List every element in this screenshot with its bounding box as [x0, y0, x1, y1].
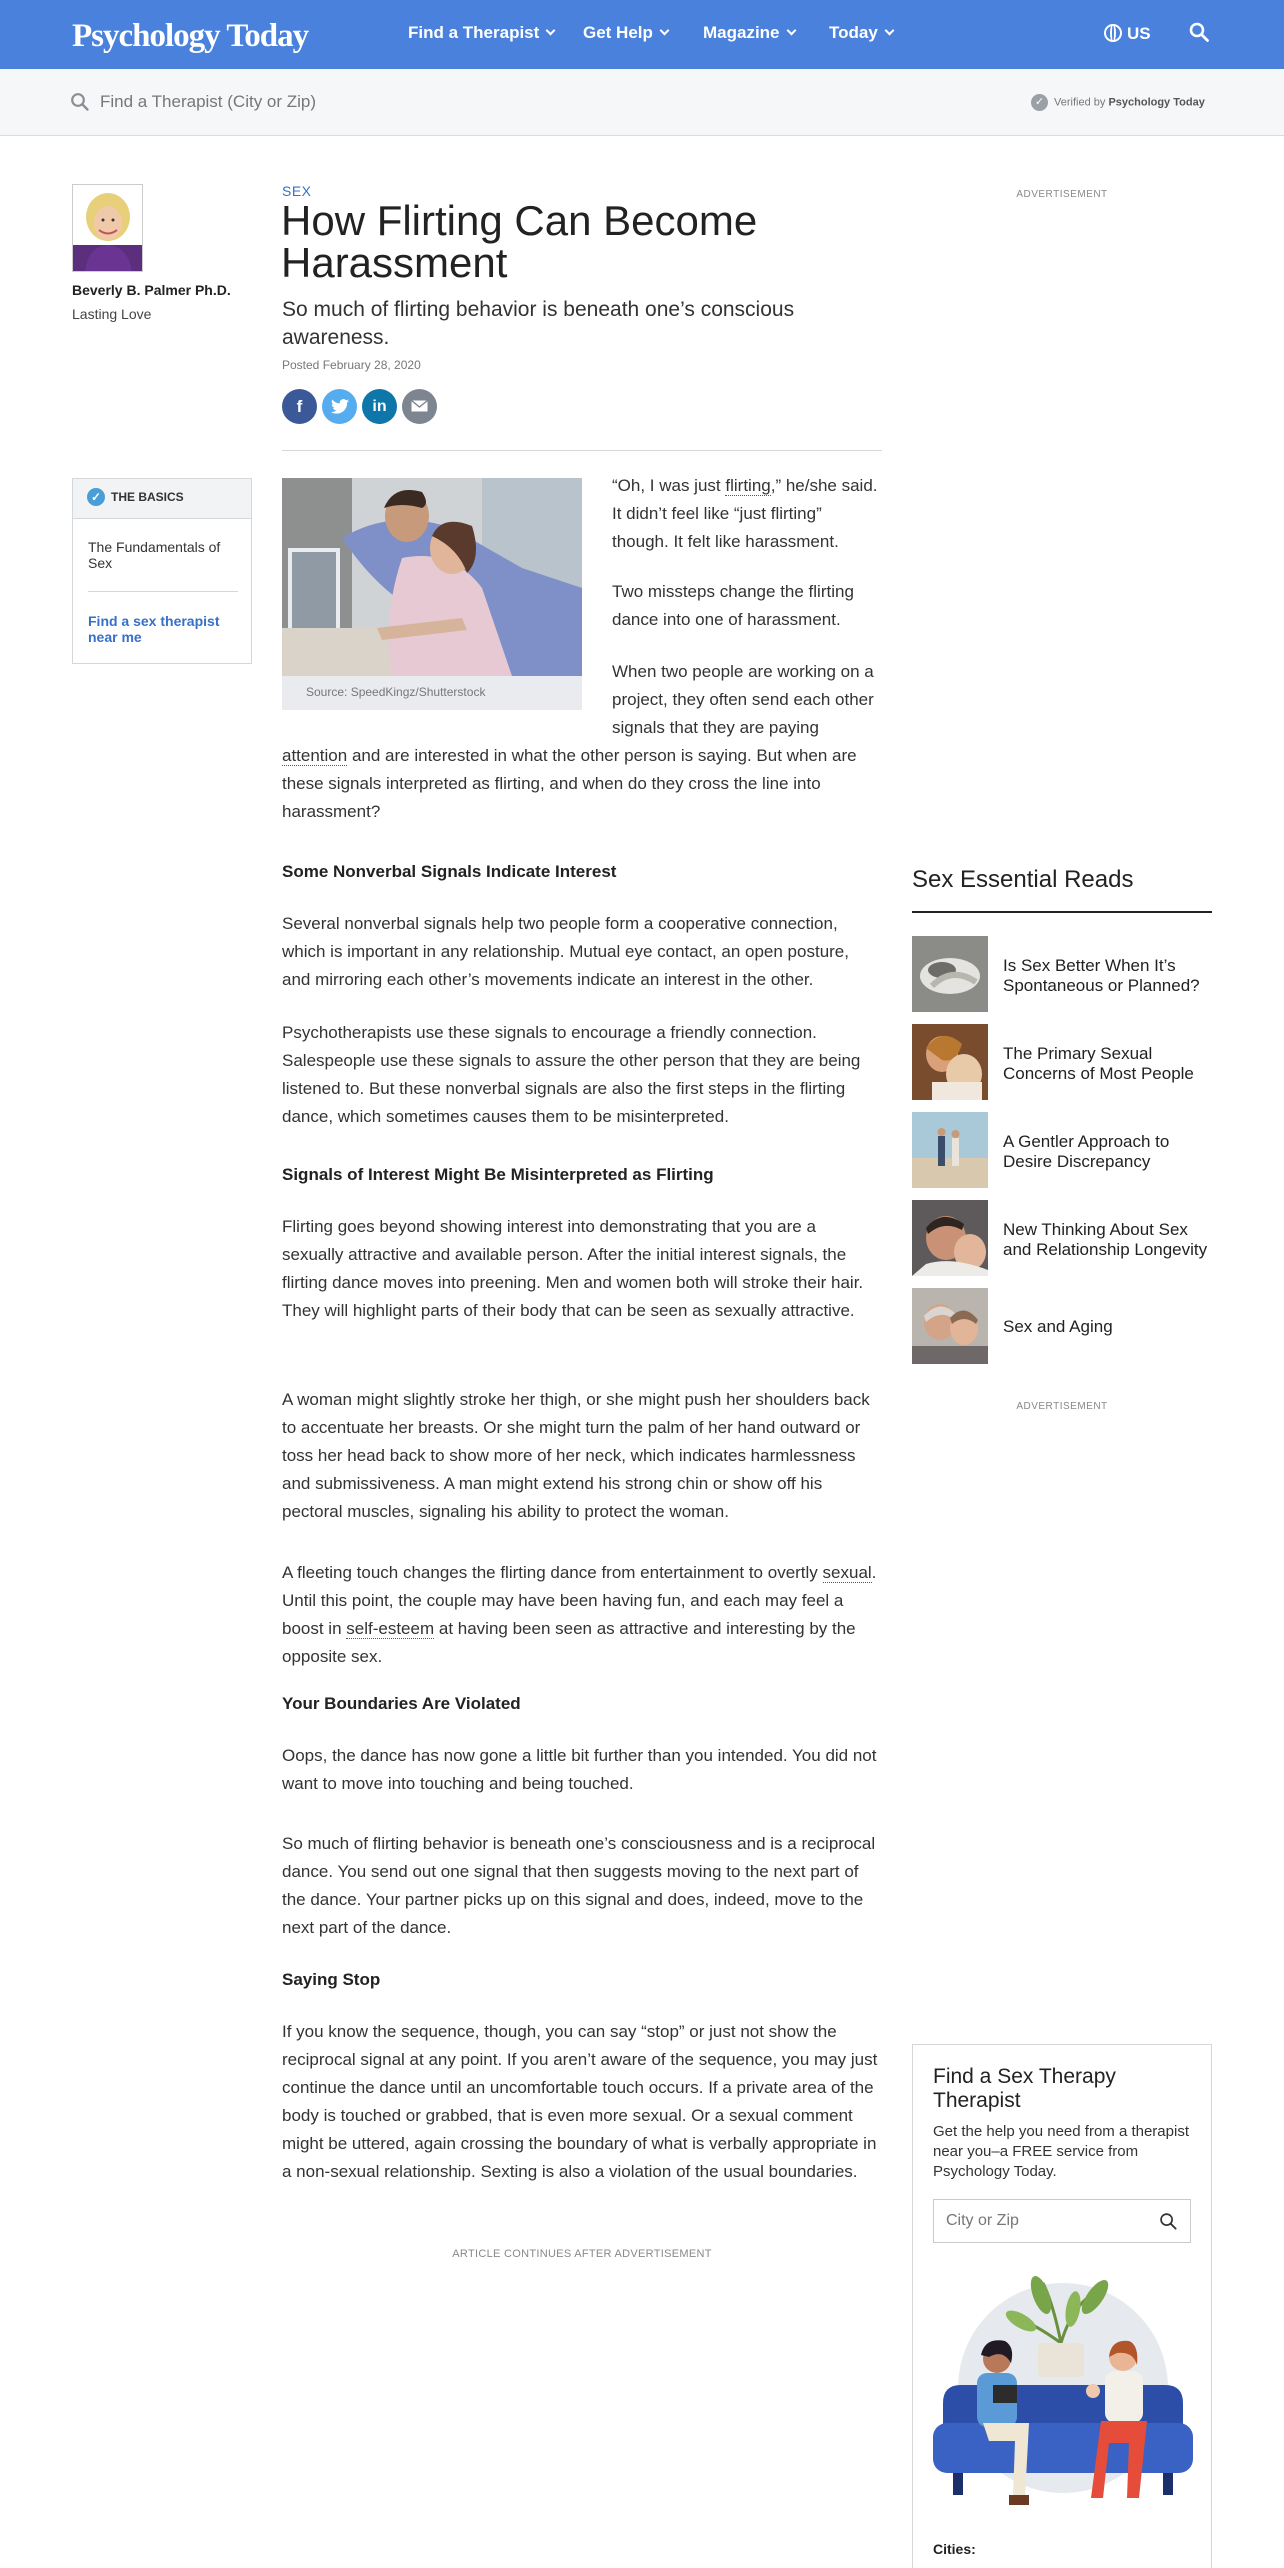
divider	[88, 591, 238, 592]
cities-heading: Cities:	[933, 2541, 976, 2557]
nav-today-label: Today	[829, 23, 878, 42]
paragraph: Flirting goes beyond showing interest into demonstrating that you are a sexually attractive and available person. After the initial interest signals, the flirting dance moves into preening. Men and women both will stroke their hair. They will highlight parts of their body that can be seen as sexually attractive.	[282, 1217, 864, 1320]
linkedin-icon: in	[372, 398, 387, 415]
paragraph-text: at having been seen as attractive and interesting by the opposite sex.	[282, 1619, 856, 1666]
thumbnail	[912, 1200, 988, 1276]
city-zip-input[interactable]	[946, 2210, 1146, 2232]
chevron-down-icon	[659, 26, 669, 36]
thumbnail	[912, 1288, 988, 1364]
paragraph	[282, 742, 882, 826]
thumbnail	[912, 1024, 988, 1100]
search-icon	[70, 92, 90, 112]
posted-date: Posted February 28, 2020	[282, 358, 421, 372]
sexual-link[interactable]: sexual	[822, 1563, 872, 1582]
twitter-share-button[interactable]	[322, 389, 357, 424]
chevron-down-icon	[786, 26, 796, 36]
essential-read-item[interactable]	[912, 1024, 1212, 1100]
essential-read-item[interactable]	[912, 1200, 1212, 1276]
basics-link-fundamentals[interactable]: The Fundamentals of Sex	[88, 539, 221, 571]
chevron-down-icon	[546, 26, 556, 36]
essential-read-title: A Gentler Approach to Desire Discrepancy	[1003, 1132, 1170, 1171]
section-heading: Some Nonverbal Signals Indicate Interest	[282, 862, 617, 881]
logo[interactable]: Psychology Today	[72, 18, 309, 54]
paragraph: Psychotherapists use these signals to encourage a friendly connection. Salespeople use these signals to assure the other person that they are being listened to. But these nonverbal signals are also the first steps in the flirting dance, which sometimes causes them to be misinterpreted.	[282, 1023, 861, 1126]
article-subtitle: So much of flirting behavior is beneath one’s conscious awareness.	[282, 298, 795, 349]
nav-find-therapist-label: Find a Therapist	[408, 23, 540, 42]
facebook-share-button[interactable]	[282, 389, 317, 424]
paragraph: Oops, the dance has now gone a little bit further than you intended. You did not want to move into touching and being touched.	[282, 1746, 877, 1793]
essential-read-item[interactable]	[912, 936, 1212, 1012]
paragraph	[612, 472, 882, 556]
check-circle-icon: ✓	[87, 488, 105, 506]
verified-brand: Psychology Today	[1108, 96, 1205, 109]
essential-read-title: New Thinking About Sex and Relationship Longevity	[1003, 1220, 1208, 1259]
paragraph-text: ,” he/she said. It didn’t feel like “just flirting” though. It felt like harassment.	[612, 476, 878, 551]
finder-search-field[interactable]	[933, 2199, 1191, 2243]
essential-reads-title: Sex Essential Reads	[912, 866, 1134, 893]
paragraph-text: “Oh, I was just	[612, 476, 726, 495]
nav-magazine-label: Magazine	[703, 23, 780, 42]
nav-find-therapist[interactable]	[408, 23, 554, 43]
search-icon[interactable]	[1159, 2212, 1178, 2231]
essential-read-item[interactable]	[912, 1288, 1212, 1364]
author-blog-name[interactable]: Lasting Love	[72, 306, 152, 322]
paragraph-text: A fleeting touch changes the flirting dance from entertainment to overtly	[282, 1563, 823, 1582]
nav-today[interactable]	[829, 23, 893, 43]
nav-magazine[interactable]	[703, 23, 795, 43]
paragraph: So much of flirting behavior is beneath one’s consciousness and is a reciprocal dance. You send out one signal that then suggests moving to the next part of the dance. Your partner picks up on this signal and does, indeed, move to the next part of the dance.	[282, 1834, 876, 1937]
top-nav	[0, 0, 1284, 69]
essential-read-item[interactable]	[912, 1112, 1212, 1188]
nav-get-help[interactable]	[583, 23, 668, 43]
advertisement-label: ADVERTISEMENT	[1016, 189, 1108, 200]
essential-read-title: Sex and Aging	[1003, 1317, 1113, 1336]
basics-heading: THE BASICS	[111, 490, 184, 504]
therapist-search-bar	[0, 69, 1284, 136]
image-caption: Source: SpeedKingz/Shutterstock	[306, 685, 486, 699]
search-icon[interactable]	[1189, 22, 1209, 42]
verified-prefix: Verified by	[1054, 96, 1106, 109]
paragraph: If you know the sequence, though, you can say “stop” or just not show the reciprocal signal at any point. If you aren’t aware of the sequence, you may just continue the dance until an uncomfortable touch occurs. If a private area of the body is touched or grabbed, that is even more sexual. Or a sexual comment might be uttered, again crossing the boundary of what is verbally appropriate in a non-sexual relationship. Sexting is also a violation of the usual boundaries.	[282, 2022, 878, 2181]
finder-description: Get the help you need from a therapist near you–a FREE service from Psychology Today.	[933, 2123, 1189, 2180]
author-name[interactable]: Beverly B. Palmer Ph.D.	[72, 282, 231, 298]
thumbnail	[912, 1112, 988, 1188]
thumbnail	[912, 936, 988, 1012]
essential-read-title: Is Sex Better When It’s Spontaneous or Planned?	[1003, 956, 1200, 995]
region-selector[interactable]: US	[1127, 24, 1151, 43]
linkedin-share-button[interactable]	[362, 389, 397, 424]
twitter-icon	[331, 399, 349, 414]
nav-get-help-label: Get Help	[583, 23, 653, 42]
section-heading: Saying Stop	[282, 1970, 381, 1989]
article-title: How Flirting Can Become Harassment	[281, 197, 758, 286]
find-sex-therapist-link[interactable]: Find a sex therapist near me	[88, 613, 220, 645]
paragraph	[282, 1559, 882, 1671]
self-esteem-link[interactable]: self-esteem	[346, 1619, 435, 1638]
article-figure	[282, 478, 582, 710]
divider	[912, 911, 1212, 913]
article-image	[282, 478, 582, 676]
email-icon	[411, 400, 428, 412]
section-heading: Your Boundaries Are Violated	[282, 1694, 521, 1713]
section-heading: Signals of Interest Might Be Misinterpreted as Flirting	[282, 1165, 714, 1184]
therapy-illustration	[933, 2263, 1193, 2563]
divider	[282, 450, 882, 451]
therapist-search-input[interactable]	[100, 87, 600, 117]
find-therapist-widget	[912, 2044, 1212, 2568]
flirting-link[interactable]: flirting	[725, 476, 771, 495]
the-basics-box	[72, 478, 252, 664]
facebook-icon: f	[296, 397, 303, 416]
article-continues-label: ARTICLE CONTINUES AFTER ADVERTISEMENT	[452, 2248, 712, 2260]
finder-title: Find a Sex Therapy Therapist	[933, 2065, 1116, 2112]
chevron-down-icon	[884, 26, 894, 36]
category-link[interactable]: SEX	[282, 183, 312, 199]
check-icon: ✓	[1031, 94, 1048, 111]
paragraph: A woman might slightly stroke her thigh, or she might push her shoulders back to accentuate her breasts. Or she might turn the palm of her hand outward or toss her head back to show more of her neck, which indicates harmlessness and submissiveness. A man might extend his strong chin or show off his pectoral muscles, signaling his ability to protect the woman.	[282, 1390, 870, 1521]
paragraph: When two people are working on a project, they often send each other signals that they are paying	[612, 662, 874, 737]
paragraph: Two missteps change the flirting dance into one of harassment.	[612, 582, 854, 629]
attention-link[interactable]: attention	[282, 746, 348, 765]
paragraph-text: and are interested in what the other person is saying. But when are these signals interpreted as flirting, and when do they cross the line into harassment?	[282, 746, 857, 821]
basics-header	[73, 479, 251, 519]
paragraph: Several nonverbal signals help two people form a cooperative connection, which is important in any relationship. Mutual eye contact, an open posture, and mirroring each other’s movements indicate an interest in the other.	[282, 914, 849, 989]
verified-badge	[1031, 94, 1205, 111]
globe-icon[interactable]	[1104, 24, 1122, 42]
author-avatar[interactable]	[72, 184, 143, 272]
email-share-button[interactable]	[402, 389, 437, 424]
advertisement-label: ADVERTISEMENT	[1016, 1401, 1108, 1412]
essential-read-title: The Primary Sexual Concerns of Most People	[1003, 1044, 1194, 1083]
paragraph-text: . Until this point, the couple may have been having fun, and each may feel a boost in	[282, 1563, 877, 1638]
